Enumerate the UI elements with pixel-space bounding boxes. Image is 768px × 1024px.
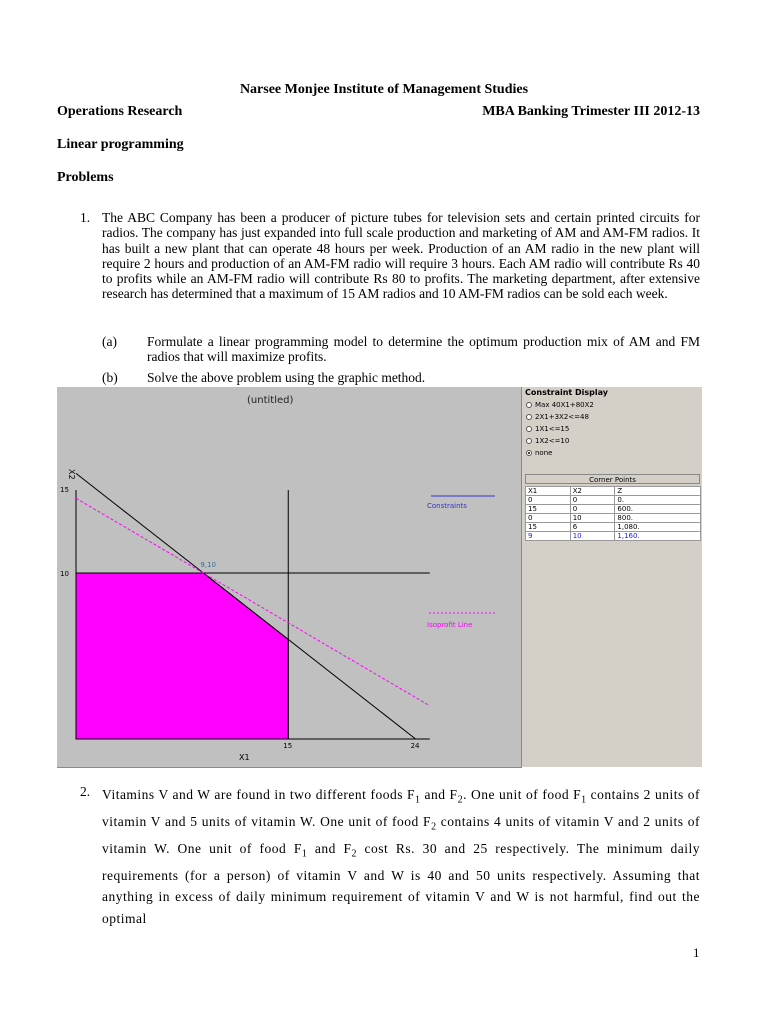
problem-2-number: 2. xyxy=(80,784,91,799)
y-axis-label: X2 xyxy=(67,469,76,480)
option-none[interactable]: none xyxy=(526,449,552,457)
option-constraint-1[interactable]: 2X1+3X2<=48 xyxy=(526,413,589,421)
table-row[interactable] xyxy=(526,514,701,523)
table-row-optimal[interactable] xyxy=(526,532,701,541)
x-axis-label: X1 xyxy=(239,753,250,762)
table-row[interactable] xyxy=(526,505,701,514)
cell: 600. xyxy=(615,505,701,514)
subsection-title: Problems xyxy=(57,170,114,185)
table-header-row xyxy=(526,487,701,496)
option-objective[interactable]: Max 40X1+80X2 xyxy=(526,401,594,409)
course-name: Operations Research xyxy=(57,104,183,119)
cell: 6 xyxy=(570,523,615,532)
col-x1: X1 xyxy=(526,487,571,496)
radio-icon xyxy=(526,414,532,420)
radio-icon xyxy=(526,402,532,408)
cell: 1,080. xyxy=(615,523,701,532)
optimal-point-label: 9,10 xyxy=(200,561,216,569)
cell: 15 xyxy=(526,523,571,532)
problem-1b-text: Solve the above problem using the graphic method. xyxy=(147,370,426,385)
y-tick-label: 15 xyxy=(60,486,69,494)
page-number: 1 xyxy=(693,945,700,960)
cell: 0 xyxy=(526,514,571,523)
cell: 15 xyxy=(526,505,571,514)
lp-graph xyxy=(57,387,521,767)
institute-title: Narsee Monjee Institute of Management Studies xyxy=(239,82,529,97)
feasible-region xyxy=(76,573,288,739)
problem-1a-text: Formulate a linear programming model to determine the optimum production mix of AM and FM radios that will maximize profits. xyxy=(147,334,700,365)
cell: 10 xyxy=(570,514,615,523)
corner-points-table xyxy=(525,486,701,541)
program-name: MBA Banking Trimester III 2012-13 xyxy=(482,104,700,119)
section-title: Linear programming xyxy=(57,137,184,152)
corner-points-title: Corner Points xyxy=(525,474,700,484)
cell: 1,160. xyxy=(615,532,701,541)
x-tick-label: 24 xyxy=(410,742,420,750)
problem-1b-label: (b) xyxy=(102,370,118,385)
radio-selected-icon xyxy=(526,450,532,456)
plot-area xyxy=(57,387,522,768)
plot-title: (untitled) xyxy=(247,395,294,406)
x-tick-label: 15 xyxy=(283,742,293,750)
radio-icon xyxy=(526,438,532,444)
problem-2-text: Vitamins V and W are found in two different foods $F_1$ and $F_2$. One unit of food $F_1$ contains 2 units of vitamin V and 5 units of vitamin W. One unit of food $F_2$ contains 4 units of vitamin V and 2 units of vitamin W. One unit of food $F_1$ and $F_2$ cost Rs. 30 and 25 respectively. The minimum daily requirements (for a person) of vitamin V and W is 40 and 50 units respectively. Assuming that anything in excess of daily minimum requirement of vitamin V and W is not harmful, find out the optimal xyxy=(102,787,701,926)
y-tick-label: 10 xyxy=(60,570,69,578)
cell: 0. xyxy=(615,496,701,505)
option-constraint-2[interactable]: 1X1<=15 xyxy=(526,425,569,433)
cell: 10 xyxy=(570,532,615,541)
cell: 0 xyxy=(526,496,571,505)
problem-1-number: 1. xyxy=(80,210,91,225)
panel-empty-area xyxy=(525,557,701,757)
legend-isoprofit-label: Isoprofit Line xyxy=(427,621,473,629)
option-constraint-3[interactable]: 1X2<=10 xyxy=(526,437,569,445)
col-x2: X2 xyxy=(570,487,615,496)
cell: 0 xyxy=(570,505,615,514)
cell: 800. xyxy=(615,514,701,523)
table-row[interactable] xyxy=(526,523,701,532)
lp-solver-screenshot xyxy=(57,387,702,767)
problem-1a-label: (a) xyxy=(102,334,117,349)
col-z: Z xyxy=(615,487,701,496)
constraint-panel xyxy=(523,387,702,767)
radio-icon xyxy=(526,426,532,432)
constraint-display-title: Constraint Display xyxy=(525,388,609,397)
legend-constraints-label: Constraints xyxy=(427,502,467,510)
cell: 9 xyxy=(526,532,571,541)
cell: 0 xyxy=(570,496,615,505)
table-row[interactable] xyxy=(526,496,701,505)
problem-1-text: The ABC Company has been a producer of picture tubes for television sets and certain printed circuits for radios. The company has just expanded into full scale production and marketing of AM and AM-FM radios. It has built a new plant that can operate 48 hours per week. Production of an AM radio in the new plant will require 2 hours and production of an AM-FM radio will require 3 hours. Each AM radio will contribute Rs 40 to profits while an AM-FM radio will contribute Rs 80 to profits. The marketing department, after extensive research has determined that a maximum of 15 AM radios and 10 AM-FM radios can be sold each week. xyxy=(102,210,700,302)
